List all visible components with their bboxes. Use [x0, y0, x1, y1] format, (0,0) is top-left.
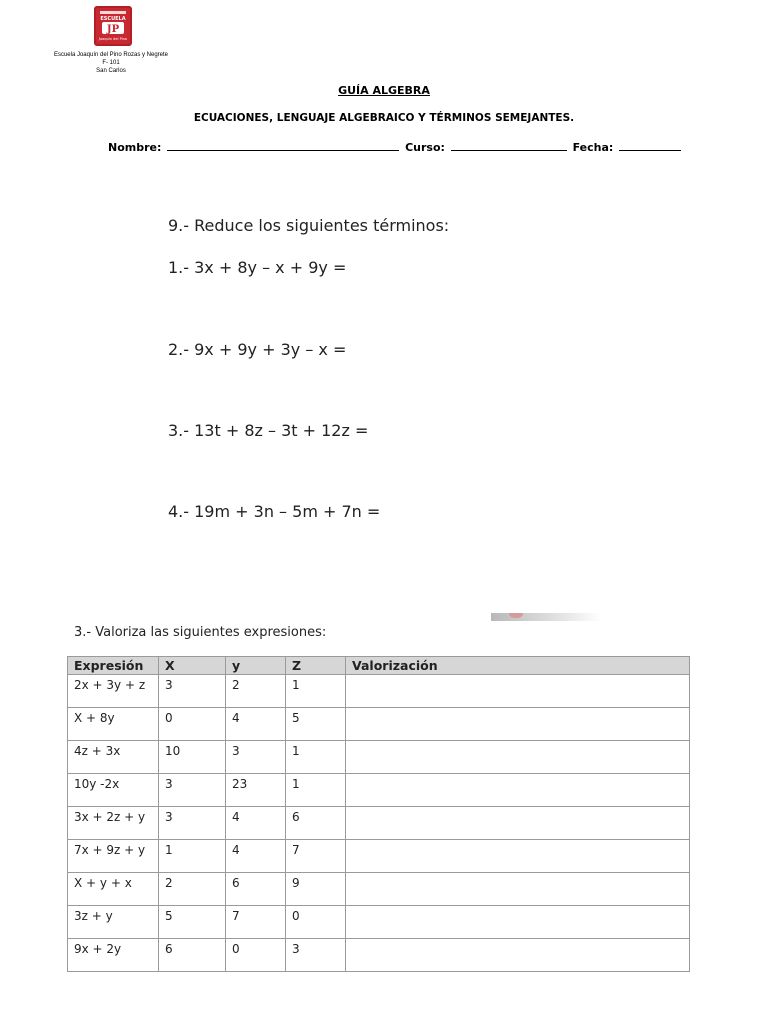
cell-z: 1: [286, 741, 346, 774]
exercise-1: 1.- 3x + 8y – x + 9y =: [168, 258, 347, 277]
section-evaluate-heading: 3.- Valoriza las siguientes expresiones:: [74, 625, 327, 640]
cell-y: 6: [226, 873, 286, 906]
cell-x: 3: [159, 675, 226, 708]
cell-y: 2: [226, 675, 286, 708]
cell-expression: 2x + 3y + z: [68, 675, 159, 708]
date-blank[interactable]: [619, 139, 681, 151]
cell-y: 4: [226, 807, 286, 840]
cell-valorization[interactable]: [346, 873, 690, 906]
course-blank[interactable]: [451, 139, 567, 151]
cell-valorization[interactable]: [346, 840, 690, 873]
cell-z: 5: [286, 708, 346, 741]
cell-x: 0: [159, 708, 226, 741]
table-row: [68, 840, 690, 873]
school-info: [40, 51, 182, 75]
cell-expression: 9x + 2y: [68, 939, 159, 972]
cell-expression: 4z + 3x: [68, 741, 159, 774]
cell-x: 1: [159, 840, 226, 873]
exercise-4: 4.- 19m + 3n – 5m + 7n =: [168, 502, 381, 521]
cell-y: 3: [226, 741, 286, 774]
cell-x: 3: [159, 774, 226, 807]
cell-expression: 3x + 2z + y: [68, 807, 159, 840]
faded-logo-fragment: [491, 613, 601, 621]
exercise-3: 3.- 13t + 8z – 3t + 12z =: [168, 421, 369, 440]
cell-z: 6: [286, 807, 346, 840]
table-row: [68, 906, 690, 939]
name-label: Nombre:: [108, 141, 162, 154]
table-row: [68, 873, 690, 906]
cell-expression: 10y -2x: [68, 774, 159, 807]
logo-school-word: ESCUELA: [100, 16, 126, 22]
section-reduce: [168, 216, 449, 235]
table-row: [68, 675, 690, 708]
cell-expression: X + 8y: [68, 708, 159, 741]
table-row: [68, 741, 690, 774]
date-label: Fecha:: [572, 141, 614, 154]
cell-valorization[interactable]: [346, 807, 690, 840]
school-city: San Carlos: [96, 68, 126, 74]
table-row: [68, 708, 690, 741]
cell-valorization[interactable]: [346, 741, 690, 774]
cell-expression: X + y + x: [68, 873, 159, 906]
table-row: [68, 807, 690, 840]
cell-z: 3: [286, 939, 346, 972]
cell-expression: 3z + y: [68, 906, 159, 939]
topics-title: ECUACIONES, LENGUAJE ALGEBRAICO Y TÉRMINOS SEMEJANTES.: [193, 112, 575, 124]
cell-y: 7: [226, 906, 286, 939]
cell-valorization[interactable]: [346, 675, 690, 708]
col-z: Z: [286, 657, 346, 675]
col-valorization: Valorización: [346, 657, 690, 675]
cell-x: 3: [159, 807, 226, 840]
table-row: [68, 939, 690, 972]
table-header-row: [68, 657, 690, 675]
col-expression: Expresión: [68, 657, 159, 675]
cell-x: 10: [159, 741, 226, 774]
cell-y: 0: [226, 939, 286, 972]
guide-title: GUÍA ALGEBRA: [338, 84, 430, 97]
cell-y: 4: [226, 708, 286, 741]
logo-initials: JP: [106, 24, 120, 35]
section-reduce-heading: 9.- Reduce los siguientes términos:: [168, 216, 450, 235]
cell-valorization[interactable]: [346, 774, 690, 807]
col-y: y: [226, 657, 286, 675]
name-blank[interactable]: [167, 139, 399, 151]
evaluation-table: [67, 656, 690, 972]
school-code: F- 101: [102, 60, 120, 66]
cell-x: 2: [159, 873, 226, 906]
exercise-2: 2.- 9x + 9y + 3y – x =: [168, 340, 347, 359]
cell-x: 5: [159, 906, 226, 939]
logo-name: Joaquín del Pino: [99, 37, 127, 41]
school-name: Escuela Joaquín del Pino Rozas y Negrete: [53, 52, 169, 58]
table-row: [68, 774, 690, 807]
cell-valorization[interactable]: [346, 708, 690, 741]
cell-z: 0: [286, 906, 346, 939]
cell-z: 1: [286, 774, 346, 807]
col-x: X: [159, 657, 226, 675]
cell-valorization[interactable]: [346, 939, 690, 972]
cell-x: 6: [159, 939, 226, 972]
student-fields: [108, 139, 683, 154]
school-logo: [94, 6, 132, 46]
cell-y: 4: [226, 840, 286, 873]
cell-z: 1: [286, 675, 346, 708]
cell-y: 23: [226, 774, 286, 807]
cell-expression: 7x + 9z + y: [68, 840, 159, 873]
course-label: Curso:: [405, 141, 445, 154]
cell-valorization[interactable]: [346, 906, 690, 939]
cell-z: 7: [286, 840, 346, 873]
cell-z: 9: [286, 873, 346, 906]
